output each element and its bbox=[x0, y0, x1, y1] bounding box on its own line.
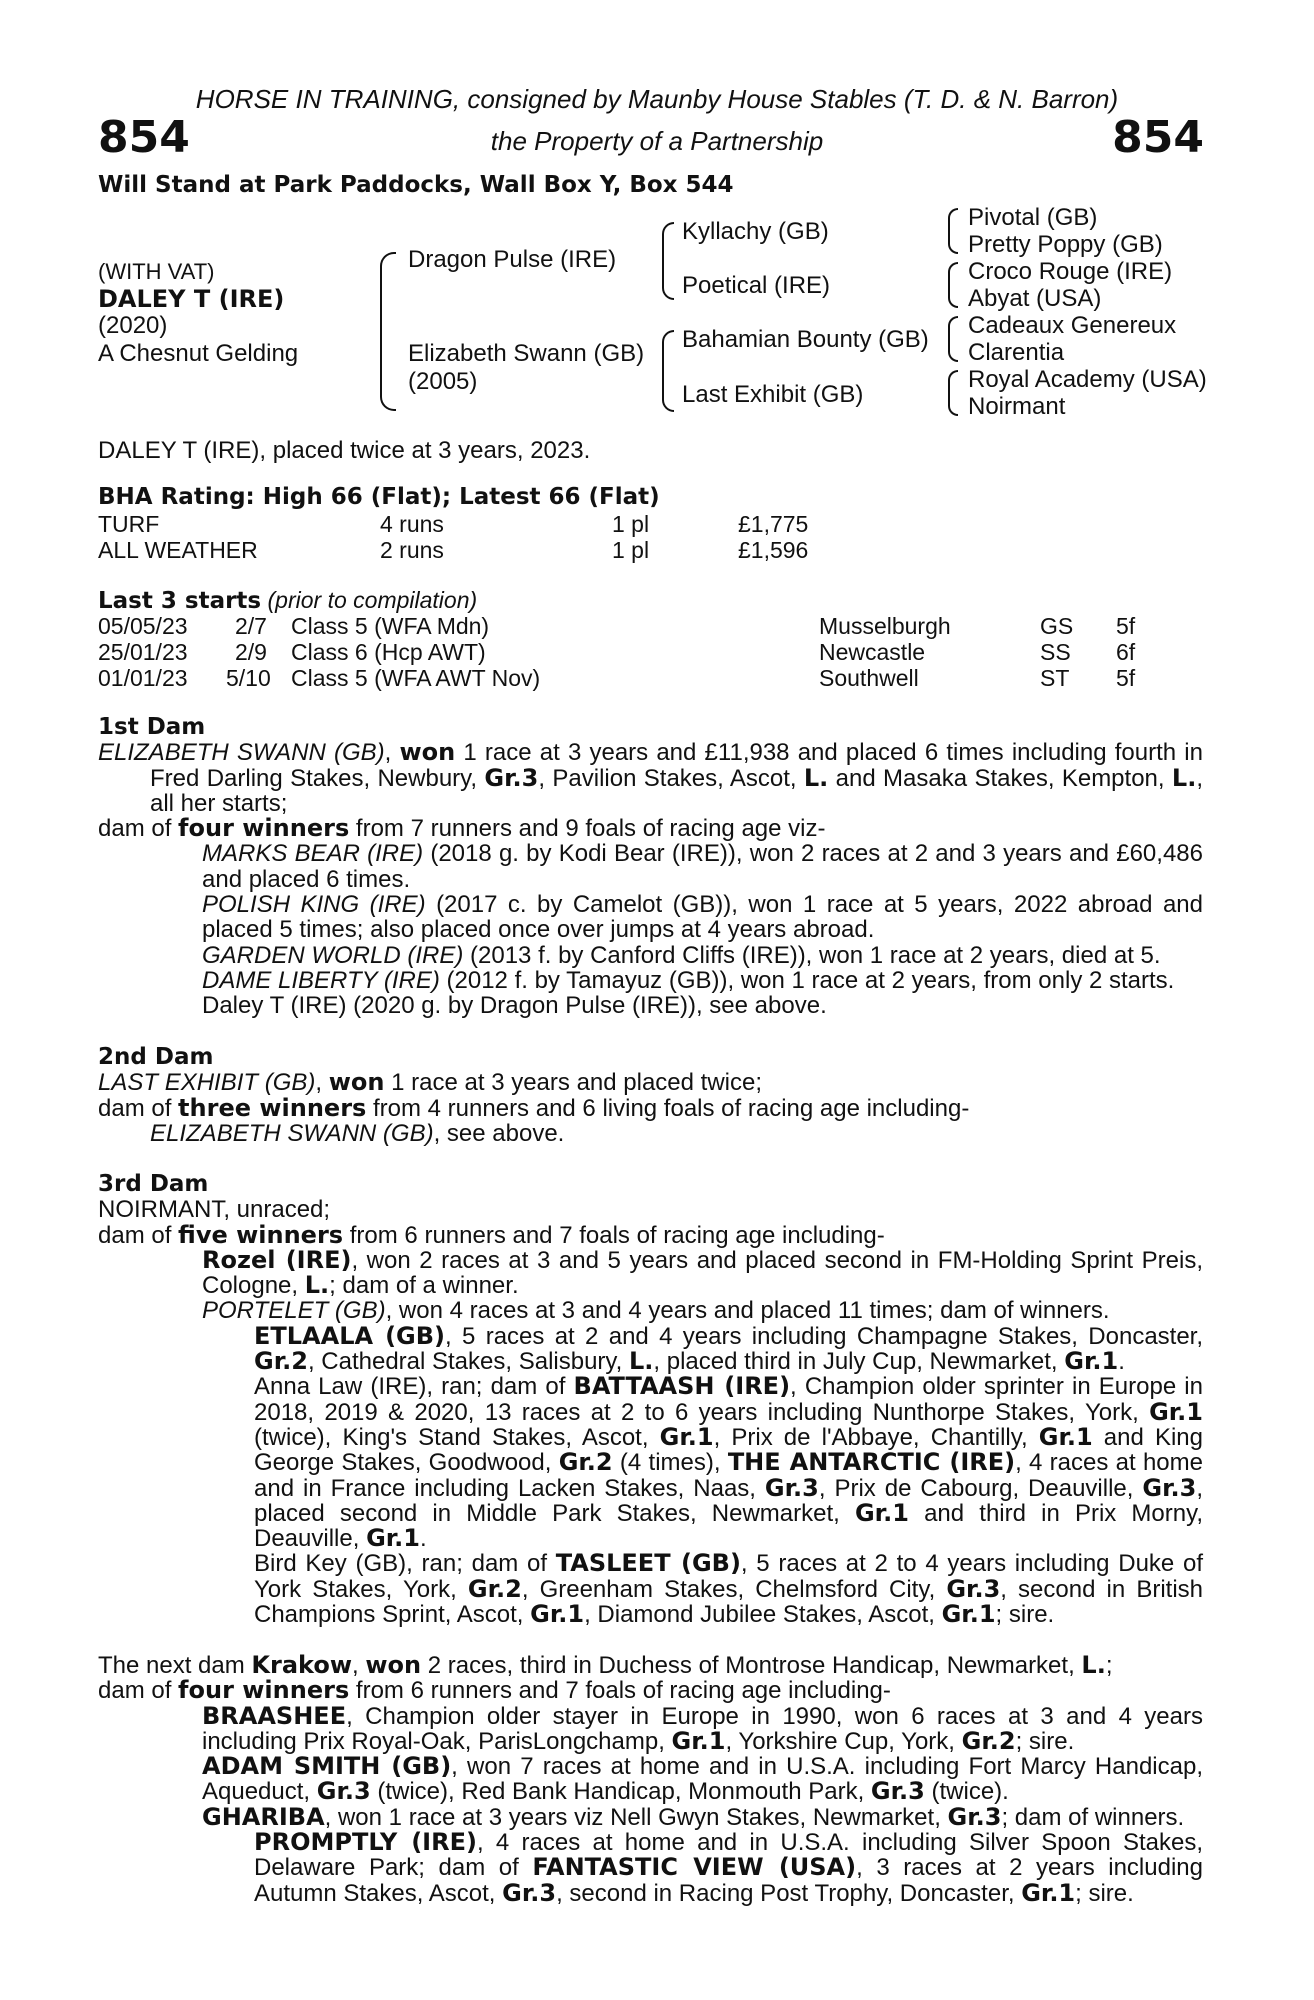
horse-name: DALEY T (IRE) bbox=[98, 285, 285, 313]
produce-item: DAME LIBERTY (IRE) (2012 f. by Tamayuz (GB)), won 1 race at 2 years, from only 2 starts. bbox=[202, 966, 1175, 994]
pedigree-g3: Croco Rouge (IRE) bbox=[968, 258, 1173, 285]
pedigree-g7: Royal Academy (USA) bbox=[968, 366, 1207, 393]
g-brace-2 bbox=[948, 262, 958, 308]
rating-runs: 2 runs bbox=[380, 537, 444, 563]
rating-row-aw bbox=[98, 537, 1203, 563]
first-dam-produce bbox=[98, 841, 1203, 1018]
produce-item: ELIZABETH SWANN (GB), see above. bbox=[150, 1119, 565, 1147]
produce-item: Rozel (IRE), won 2 races at 3 and 5 years and placed second in FM-Holding Sprint Preis, Cologne, L.; dam of a winner. bbox=[202, 1245, 1203, 1300]
pedigree-dam-sire: Bahamian Bounty (GB) bbox=[682, 326, 929, 353]
next-dam-section bbox=[98, 1653, 1203, 1906]
first-dam-record: ELIZABETH SWANN (GB), won 1 race at 3 years and £11,938 and placed 6 times including fourth in Fred Darling Stakes, Newbury, Gr.3, Pavilion Stakes, Ascot, L. and Masaka Stakes, Kempton, L., all her starts; bbox=[98, 738, 1204, 817]
pedigree-g6: Clarentia bbox=[968, 339, 1065, 366]
start-position: 2/7 bbox=[235, 613, 267, 639]
third-dam-summary: dam of five winners from 6 runners and 7 foals of racing age including- bbox=[98, 1220, 885, 1249]
produce-item: GHARIBA, won 1 race at 3 years viz Nell Gwyn Stakes, Newmarket, Gr.3; dam of winners. bbox=[202, 1802, 1185, 1831]
pedigree-g4: Abyat (USA) bbox=[968, 285, 1102, 312]
ghariba-produce bbox=[150, 1830, 1203, 1906]
dam-brace bbox=[662, 330, 674, 412]
rating-runs: 4 runs bbox=[380, 511, 444, 537]
g-brace-4 bbox=[948, 370, 958, 416]
pedigree-dam-year: (2005) bbox=[408, 368, 478, 395]
start-row bbox=[98, 613, 1203, 639]
starts-subtitle: (prior to compilation) bbox=[267, 587, 478, 613]
produce-item: PORTELET (GB), won 4 races at 3 and 4 years and placed 11 times; dam of winners. bbox=[202, 1297, 1110, 1325]
start-row bbox=[98, 665, 1203, 691]
start-going: ST bbox=[1040, 665, 1070, 691]
second-dam-title: 2nd Dam bbox=[98, 1044, 214, 1070]
pedigree-sire: Dragon Pulse (IRE) bbox=[408, 246, 617, 273]
first-dam-summary: dam of four winners from 7 runners and 9 foals of racing age viz- bbox=[98, 814, 826, 843]
start-course: Newcastle bbox=[819, 639, 926, 665]
start-distance: 5f bbox=[1116, 665, 1136, 691]
start-position: 5/10 bbox=[226, 665, 271, 691]
pedigree-g1: Pivotal (GB) bbox=[968, 204, 1098, 231]
pedigree-brace bbox=[380, 252, 396, 411]
rating-title: BHA Rating: High 66 (Flat); Latest 66 (Flat) bbox=[98, 484, 660, 510]
first-dam-section bbox=[98, 715, 1203, 1019]
produce-item: Anna Law (IRE), ran; dam of BATTAASH (IRE), Champion older sprinter in Europe in 2018, 2019 & 2020, 13 races at 2 to 6 years including Nunthorpe Stakes, York, Gr.1 (twice), King's Stand Stakes, Ascot, Gr.1, Prix de l'Abbaye, Chantilly, Gr.1 and King George Stakes, Goodwood, Gr.2 (4 times), THE ANTARCTIC (IRE), 4 races at home and in France including Lacken Stakes, Naas, Gr.3, Prix de Cabourg, Deauville, Gr.3, placed second in Middle Park Stakes, Newmarket, Gr.1 and third in Prix Morny, Deauville, Gr.1. bbox=[254, 1372, 1203, 1553]
start-distance: 5f bbox=[1116, 613, 1136, 639]
lot-number-left: 854 bbox=[98, 112, 190, 163]
start-going: GS bbox=[1040, 613, 1074, 639]
g-brace-1 bbox=[948, 208, 958, 254]
produce-item: GARDEN WORLD (IRE) (2013 f. by Canford Cliffs (IRE)), won 1 race at 2 years, died at 5. bbox=[202, 941, 1161, 969]
g-brace-3 bbox=[948, 316, 958, 362]
start-race: Class 5 (WFA AWT Nov) bbox=[291, 665, 541, 691]
lot-number-right: 854 bbox=[1112, 112, 1204, 163]
third-dam-record: NOIRMANT, unraced; bbox=[98, 1196, 331, 1224]
second-dam-produce bbox=[98, 1121, 1203, 1146]
start-date: 25/01/23 bbox=[98, 639, 188, 665]
start-race: Class 5 (WFA Mdn) bbox=[291, 613, 490, 639]
third-dam-title: 3rd Dam bbox=[98, 1171, 209, 1197]
produce-item: MARKS BEAR (IRE) (2018 g. by Kodi Bear (IRE)), won 2 races at 2 and 3 years and £60,486 and placed 6 times. bbox=[202, 840, 1203, 893]
start-going: SS bbox=[1040, 639, 1071, 665]
rating-row-turf bbox=[98, 511, 1203, 537]
horse-year: (2020) bbox=[98, 312, 168, 339]
start-course: Southwell bbox=[819, 665, 919, 691]
produce-item: BRAASHEE, Champion older stayer in Europe in 1990, won 6 races at 3 and 4 years including Prix Royal-Oak, ParisLongchamp, Gr.1, Yorkshire Cup, York, Gr.2; sire. bbox=[202, 1701, 1203, 1755]
produce-item: Daley T (IRE) (2020 g. by Dragon Pulse (IRE)), see above. bbox=[202, 992, 827, 1020]
pedigree-dam-dam: Last Exhibit (GB) bbox=[682, 381, 864, 408]
portelet-produce bbox=[150, 1321, 1204, 1629]
start-row bbox=[98, 639, 1203, 665]
start-race: Class 6 (Hcp AWT) bbox=[291, 639, 486, 665]
rating-surface: TURF bbox=[98, 511, 160, 537]
property-line: the Property of a Partnership bbox=[490, 126, 824, 156]
next-dam-record: The next dam Krakow, won 2 races, third in Duchess of Montrose Handicap, Newmarket, L.; bbox=[98, 1651, 1113, 1679]
start-date: 01/01/23 bbox=[98, 665, 188, 691]
race-summary: DALEY T (IRE), placed twice at 3 years, 2023. bbox=[98, 437, 591, 464]
sire-brace bbox=[662, 222, 674, 300]
rating-surface: ALL WEATHER bbox=[98, 537, 258, 563]
pedigree-sire-sire: Kyllachy (GB) bbox=[682, 218, 829, 245]
start-position: 2/9 bbox=[235, 639, 267, 665]
second-dam-section bbox=[98, 1045, 1203, 1146]
produce-item: PROMPTLY (IRE), 4 races at home and in U.S.A. including Silver Spoon Stakes, Delaware Park; dam of FANTASTIC VIEW (USA), 3 races at 2 years including Autumn Stakes, Ascot, Gr.3, second in Racing Post Trophy, Doncaster, Gr.1; sire. bbox=[254, 1828, 1204, 1907]
pedigree-sire-dam: Poetical (IRE) bbox=[682, 272, 831, 299]
horse-description: A Chesnut Gelding bbox=[98, 340, 299, 367]
third-dam-produce bbox=[98, 1245, 1204, 1629]
vat-label: (WITH VAT) bbox=[98, 259, 215, 284]
pedigree-g8: Noirmant bbox=[968, 393, 1066, 420]
pedigree-g2: Pretty Poppy (GB) bbox=[968, 231, 1163, 258]
rating-placed: 1 pl bbox=[612, 511, 650, 537]
start-distance: 6f bbox=[1116, 639, 1136, 665]
second-dam-record: LAST EXHIBIT (GB), won 1 race at 3 years and placed twice; bbox=[98, 1068, 763, 1097]
rating-prize: £1,596 bbox=[738, 537, 809, 563]
next-dam-produce bbox=[98, 1701, 1204, 1907]
starts-heading bbox=[98, 587, 477, 614]
next-dam-summary: dam of four winners from 6 runners and 7 foals of racing age including- bbox=[98, 1676, 891, 1705]
starts-title: Last 3 starts bbox=[98, 588, 262, 614]
start-course: Musselburgh bbox=[819, 613, 951, 639]
produce-item: ETLAALA (GB), 5 races at 2 and 4 years including Champagne Stakes, Doncaster, Gr.2, Cathedral Stakes, Salisbury, L., placed third in July Cup, Newmarket, Gr.1. bbox=[254, 1321, 1204, 1376]
produce-item: POLISH KING (IRE) (2017 c. by Camelot (GB)), won 1 race at 5 years, 2022 abroad and placed 5 times; also placed once over jumps at 4 years abroad. bbox=[202, 891, 1203, 944]
pedigree-g5: Cadeaux Genereux bbox=[968, 312, 1177, 339]
rating-placed: 1 pl bbox=[612, 537, 650, 563]
produce-item: ADAM SMITH (GB), won 7 races at home and in U.S.A. including Fort Marcy Handicap, Aqueduct, Gr.3 (twice), Red Bank Handicap, Monmouth Park, Gr.3 (twice). bbox=[202, 1752, 1203, 1806]
rating-prize: £1,775 bbox=[738, 511, 809, 537]
pedigree-dam: Elizabeth Swann (GB) bbox=[408, 340, 645, 367]
second-dam-summary: dam of three winners from 4 runners and 6 living foals of racing age including- bbox=[98, 1093, 970, 1122]
start-date: 05/05/23 bbox=[98, 613, 188, 639]
stand-location: Will Stand at Park Paddocks, Wall Box Y, Box 544 bbox=[98, 172, 734, 198]
consignment-line: HORSE IN TRAINING, consigned by Maunby House Stables (T. D. & N. Barron) bbox=[195, 84, 1119, 114]
first-dam-title: 1st Dam bbox=[98, 714, 206, 740]
third-dam-section bbox=[98, 1172, 1203, 1627]
produce-item: Bird Key (GB), ran; dam of TASLEET (GB), 5 races at 2 to 4 years including Duke of York Stakes, York, Gr.2, Greenham Stakes, Chelmsford City, Gr.3, second in British Champions Sprint, Ascot, Gr.1, Diamond Jubilee Stakes, Ascot, Gr.1; sire. bbox=[254, 1549, 1204, 1629]
